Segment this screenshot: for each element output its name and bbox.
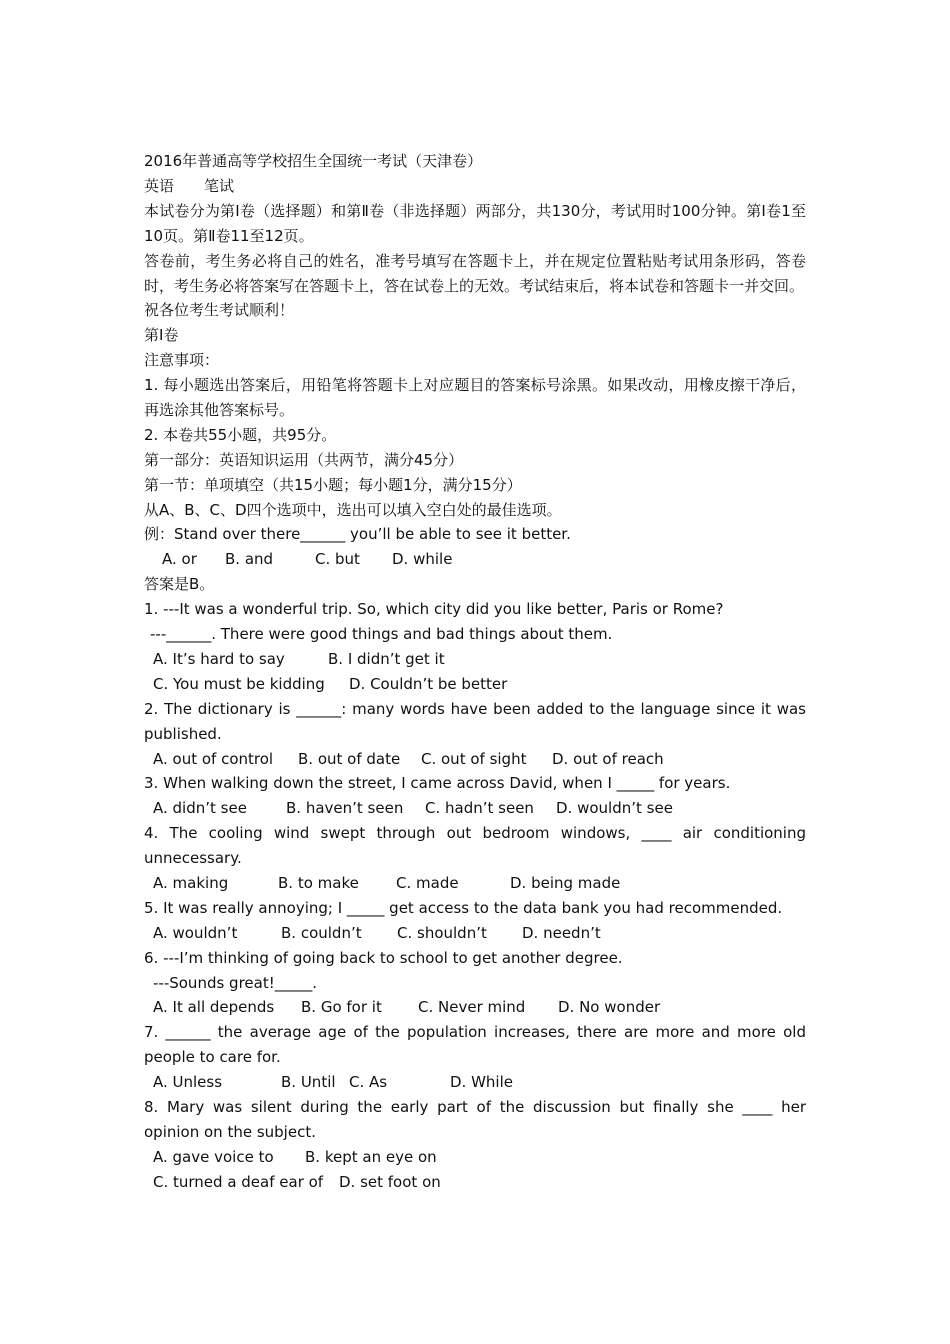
question-6-option-c: C. Never mind [418,998,526,1017]
question-6-option-d: D. No wonder [558,998,661,1017]
question-4-option-a: A. making [153,873,229,892]
example-option-a: A. or [162,550,197,569]
question-1-option-a: A. It’s hard to say [153,649,285,668]
question-8-stem: 8. Mary was silent during the early part of the discussion but finally she ____ her opinion on the subject. [144,1098,806,1141]
question-6-option-a: A. It all depends [153,998,275,1017]
question-6-option-b: B. Go for it [301,998,382,1017]
example-option-c: C. but [315,550,360,569]
question-1-stem: 1. ---It was a wonderful trip. So, which city did you like better, Paris or Rome? [144,600,724,619]
question-2-option-c: C. out of sight [421,749,527,768]
example-stem: 例：Stand over there______ you’ll be able to see it better. [144,525,571,544]
intro-wish: 祝各位考生考试顺利！ [144,301,295,320]
question-8-options-row-2 [144,1170,806,1195]
instruction: 从A、B、C、D四个选项中，选出可以填入空白处的最佳选项。 [144,500,562,519]
question-2-option-d: D. out of reach [552,749,664,768]
question-1-option-d: D. Couldn’t be better [349,674,508,693]
question-4-stem: 4. The cooling wind swept through out bedroom windows, ____ air conditioning unnecessary. [144,824,806,868]
question-1-options-row-1 [144,647,806,672]
question-4-option-b: B. to make [278,873,359,892]
question-3-option-b: B. haven’t seen [286,799,404,818]
intro-paragraph-1: 本试卷分为第Ⅰ卷（选择题）和第Ⅱ卷（非选择题）两部分，共130分，考试用时100分钟。第Ⅰ卷1至10页。第Ⅱ卷11至12页。 [144,201,806,245]
question-1-options-row-2 [144,672,806,697]
question-5-option-c: C. shouldn’t [397,923,487,942]
question-2-option-b: B. out of date [298,749,401,768]
question-8-option-b: B. kept an eye on [305,1147,437,1166]
example-answer: 答案是B。 [144,575,215,594]
exam-title: 2016年普通高等学校招生全国统一考试（天津卷） [144,152,483,170]
question-7-option-d: D. While [450,1073,513,1092]
question-6-stem: 6. ---I’m thinking of going back to school to get another degree. [144,948,623,967]
question-8-option-a: A. gave voice to [153,1147,274,1166]
question-2-stem: 2. The dictionary is ______: many words have been added to the language since it was published. [144,699,806,743]
question-3-options [144,796,806,821]
question-3-option-d: D. wouldn’t see [556,799,673,818]
question-5-option-d: D. needn’t [522,923,601,942]
question-7-option-c: C. As [349,1073,388,1092]
question-5-stem: 5. It was really annoying; I _____ get access to the data bank you had recommended. [144,898,783,917]
question-8-options-row-1 [144,1145,806,1170]
question-8-option-d: D. set foot on [339,1172,441,1191]
question-5-options [144,921,806,946]
section-1-heading: 第一节：单项填空（共15小题；每小题1分，满分15分） [144,475,522,494]
question-3-option-c: C. hadn’t seen [425,799,534,818]
question-4-option-d: D. being made [510,873,621,892]
document-body [144,149,806,1195]
part-1-heading: 第一部分：英语知识运用（共两节，满分45分） [144,450,464,469]
question-2-options [144,747,806,772]
question-1-reply: ---______. There were good things and bad things about them. [150,625,613,644]
question-2-option-a: A. out of control [153,749,274,768]
example-option-b: B. and [225,550,274,569]
question-1-option-c: C. You must be kidding [153,674,325,693]
notes-label: 注意事项： [144,351,220,370]
volume-title: 第Ⅰ卷 [144,326,179,345]
question-1-option-b: B. I didn’t get it [328,649,445,668]
exam-subject: 英语 笔试 [144,176,235,195]
question-7-stem: 7. ______ the average age of the population increases, there are more and more old people to care for. [144,1023,806,1067]
note-1: 1. 每小题选出答案后，用铅笔将答题卡上对应题目的答案标号涂黑。如果改动，用橡皮擦干净后，再选涂其他答案标号。 [144,376,806,419]
question-8-option-c: C. turned a deaf ear of [153,1172,324,1191]
question-3-option-a: A. didn’t see [153,799,247,818]
example-options [144,547,806,572]
question-5-option-a: A. wouldn’t [153,923,238,942]
intro-paragraph-2: 答卷前，考生务必将自己的姓名，准考号填写在答题卡上，并在规定位置粘贴考试用条形码，答卷时，考生务必将答案写在答题卡上，答在试卷上的无效。考试结束后，将本试卷和答题卡一并交回。 [144,251,806,295]
question-5-option-b: B. couldn’t [281,923,362,942]
example-option-d: D. while [392,550,453,569]
note-2: 2. 本卷共55小题，共95分。 [144,425,337,444]
question-4-options [144,871,806,896]
question-4-option-c: C. made [396,873,459,892]
question-7-options [144,1070,806,1095]
question-7-option-a: A. Unless [153,1073,223,1092]
question-7-option-b: B. Until [281,1073,336,1092]
question-6-reply: ---Sounds great!_____. [153,973,317,992]
question-3-stem: 3. When walking down the street, I came across David, when I _____ for years. [144,774,731,793]
question-6-options [144,995,806,1020]
